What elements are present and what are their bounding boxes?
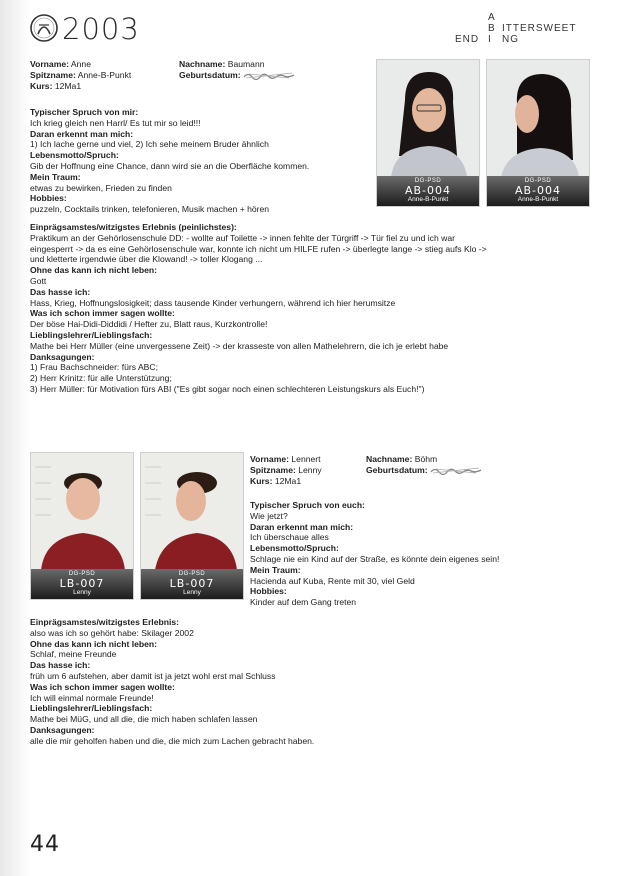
- p2-traum-label: Mein Traum:: [250, 564, 301, 575]
- p1-motto-label: Lebensmotto/Spruch:: [30, 150, 119, 161]
- p1-photo-side: [486, 59, 590, 207]
- p1-ohne: Gott: [30, 275, 47, 286]
- p2-spitzname: Spitzname: Lenny: [250, 465, 322, 475]
- page-number: 44: [30, 832, 60, 857]
- p2-lehrer-label: Lieblingslehrer/Lieblingsfach:: [30, 703, 153, 714]
- emblem-icon: [30, 14, 58, 42]
- p2-hobbies-label: Hobbies:: [250, 586, 287, 597]
- p1-erlebnis-line1: Praktikum an der Gehörlosenschule DD: - wollte auf Toilette -> innen fehlte der Türgriff -> Tür fiel zu und ich war: [30, 232, 455, 243]
- p1-photo-front-caption: DG-PSD AB-004 Anne-B-Punkt: [377, 176, 479, 206]
- portrait-front-image: [31, 453, 133, 570]
- p1-erlebnis-label: Einprägsamstes/witzigstes Erlebnis (peinlichstes):: [30, 222, 237, 232]
- p1-sagen: Der böse Hai-Didi-Diddidi / Hefter zu, Blatt raus, Kurzkontrolle!: [30, 319, 268, 330]
- brand-ittersweet: ITTERSWEET: [502, 23, 577, 34]
- p1-vorname: Vorname: Anne: [30, 59, 91, 69]
- p2-motto-label: Lebensmotto/Spruch:: [250, 543, 339, 554]
- brand-end: END: [455, 34, 480, 45]
- p1-hasse: Hass, Krieg, Hoffnungslosigkeit; dass tausende Kinder verhungern, während ich hier herumsitze: [30, 297, 396, 308]
- p1-hobbies: puzzeln, Cocktails trinken, telefonieren, Musik machen + hören: [30, 204, 270, 215]
- p2-photo-front: [30, 452, 134, 600]
- p2-erlebnis-label: Einprägsamstes/witzigstes Erlebnis:: [30, 617, 180, 627]
- p2-erkennt: Ich überschaue alles: [250, 532, 329, 543]
- p1-dank-1: 1) Frau Bachschneider: fürs ABC;: [30, 362, 159, 373]
- p2-lehrer: Mathe bei MüG, und all die, die mich haben schlafen lassen: [30, 714, 258, 725]
- portrait-side-image: [141, 453, 243, 570]
- portrait-side-image: [487, 60, 589, 177]
- brand-ng: NG: [502, 34, 519, 45]
- p1-details-wide: [30, 222, 605, 395]
- p2-erkennt-label: Daran erkennt man mich:: [250, 521, 354, 532]
- p2-dank-label: Danksagungen:: [30, 724, 95, 735]
- p2-sagen-label: Was ich schon immer sagen wollte:: [30, 681, 175, 692]
- p2-kurs: Kurs: 12Ma1: [250, 476, 302, 486]
- p1-traum-label: Mein Traum:: [30, 171, 81, 182]
- p2-details: [250, 500, 600, 608]
- p2-traum: Hacienda auf Kuba, Rente mit 30, viel Geld: [250, 575, 415, 586]
- p2-vorname: Vorname: Lennert: [250, 454, 321, 464]
- p2-dank: alle die mir geholfen haben und die, die mich zum Lachen gebracht haben.: [30, 735, 315, 746]
- p2-geburtsdatum: Geburtsdatum:: [366, 465, 482, 476]
- p2-ohne: Schlaf, meine Freunde: [30, 649, 117, 660]
- p1-erkennt: 1) Ich lache gerne und viel, 2) Ich sehe meinem Bruder ähnlich: [30, 139, 269, 150]
- p2-motto: Schlage nie ein Kind auf der Straße, es könnte dein eigenes sein!: [250, 553, 500, 564]
- p1-photo-side-caption: DG-PSD AB-004 Anne-B-Punkt: [487, 176, 589, 206]
- p2-spruch-label: Typischer Spruch von euch:: [250, 500, 365, 510]
- p1-spitzname: Spitzname: Anne-B-Punkt: [30, 70, 132, 80]
- p2-hasse-label: Das hasse ich:: [30, 660, 91, 671]
- p1-hobbies-label: Hobbies:: [30, 193, 67, 204]
- brand-letter-b: B: [488, 23, 496, 34]
- brand-wordmark: [455, 12, 605, 52]
- p2-hobbies: Kinder auf dem Gang treten: [250, 597, 357, 608]
- p1-lehrer: Mathe bei Herr Müller (eine unvergessene Zeit) -> der krasseste von allen Mathelehrern, die ich je erlebt habe: [30, 340, 449, 351]
- p2-photo-side-caption: DG-PSD LB-007 Lenny: [141, 569, 243, 599]
- portrait-front-image: [377, 60, 479, 177]
- redacted-scribble-icon: [430, 466, 482, 475]
- p1-erkennt-label: Daran erkennt man mich:: [30, 128, 134, 139]
- p2-nachname: Nachname: Böhm: [366, 454, 438, 464]
- p1-dank-3: 3) Herr Müller: für Motivation fürs ABI ("Es gibt sogar noch einen schlechteren Leistungskurs als Euch!"): [30, 383, 425, 394]
- p1-sagen-label: Was ich schon immer sagen wollte:: [30, 308, 175, 319]
- p1-spruch: Ich krieg gleich nen Harrl/ Es tut mir so leid!!!: [30, 117, 201, 128]
- p2-spruch: Wie jetzt?: [250, 510, 288, 521]
- p1-traum: etwas zu bewirken, Frieden zu finden: [30, 182, 172, 193]
- p1-erlebnis-line2: eingesperrt -> da es eine Gehörlosenschule war, konnte ich nicht um HILFE rufen -> überlegte lange -> stieg aufs Klo ->: [30, 243, 487, 254]
- p1-kurs: Kurs: 12Ma1: [30, 81, 82, 91]
- p1-ohne-label: Ohne das kann ich nicht leben:: [30, 265, 158, 276]
- p1-photo-front: [376, 59, 480, 207]
- p2-details-wide: [30, 617, 590, 747]
- redacted-scribble-icon: [243, 71, 295, 80]
- p1-dank-2: 2) Herr Krinitz: für alle Unterstützung;: [30, 373, 172, 384]
- page-edge-shadow: [0, 0, 30, 876]
- p2-erlebnis: also was ich so gehört habe: Skilager 2002: [30, 627, 194, 638]
- p1-motto: Gib der Hoffnung eine Chance, dann wird sie an die Oberfläche kommen.: [30, 160, 310, 171]
- p1-erlebnis-line3: und kletterte irgendwie über die Klowand! -> toller Klogang ...: [30, 254, 263, 265]
- p2-ohne-label: Ohne das kann ich nicht leben:: [30, 638, 158, 649]
- p1-lehrer-label: Lieblingslehrer/Lieblingsfach:: [30, 329, 153, 340]
- brand-letter-i: I: [488, 34, 492, 45]
- p1-spruch-label: Typischer Spruch von mir:: [30, 107, 139, 117]
- p2-hasse: früh um 6 aufstehen, aber damit ist ja jetzt wohl erst mal Schluss: [30, 670, 276, 681]
- year-title: 2003: [62, 12, 140, 46]
- p2-photo-front-caption: DG-PSD LB-007 Lenny: [31, 569, 133, 599]
- p1-hasse-label: Das hasse ich:: [30, 286, 91, 297]
- p1-details: [30, 107, 370, 215]
- p2-photo-side: [140, 452, 244, 600]
- p1-geburtsdatum: Geburtsdatum:: [179, 70, 295, 81]
- brand-letter-a: A: [488, 12, 496, 23]
- p2-sagen: Ich will einmal normale Freunde!: [30, 692, 154, 703]
- p1-dank-label: Danksagungen:: [30, 351, 95, 362]
- p1-nachname: Nachname: Baumann: [179, 59, 265, 69]
